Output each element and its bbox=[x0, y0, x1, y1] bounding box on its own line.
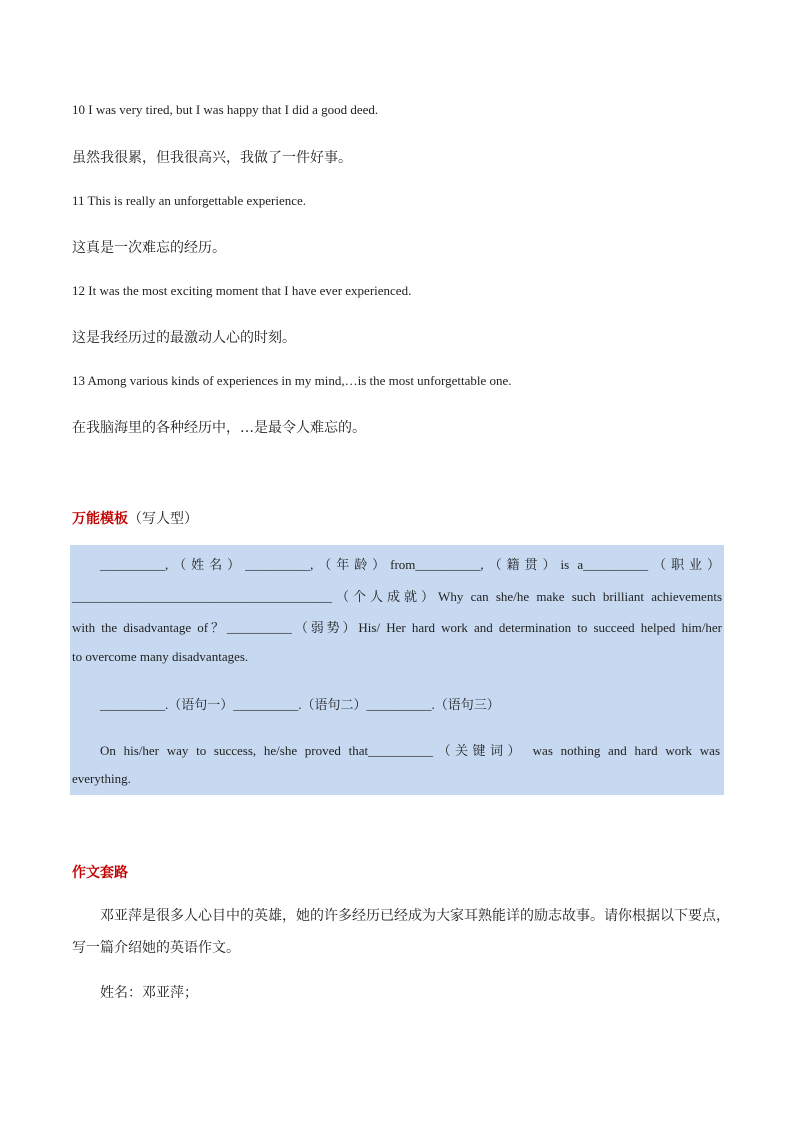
essay-heading bbox=[72, 862, 128, 882]
template-heading bbox=[72, 508, 198, 528]
essay-name-line: 姓名：邓亚萍； bbox=[100, 985, 198, 1001]
essay-heading-title: 作文套路 bbox=[72, 865, 128, 881]
template-box bbox=[70, 545, 724, 795]
sentence-13-en: 13 Among various kinds of experiences in my mind,…is the most unforgettable one. bbox=[72, 373, 512, 388]
template-line-6: On his/her way to success, he/she proved that__________（关键词） was nothing and hard work was bbox=[100, 743, 720, 758]
essay-prompt-line-2: 写一篇介绍她的英语作文。 bbox=[72, 940, 240, 956]
sentence-12-zh: 这是我经历过的最激动人心的时刻。 bbox=[72, 330, 296, 346]
essay-prompt-line-1: 邓亚萍是很多人心目中的英雄，她的许多经历已经成为大家耳熟能详的励志故事。请你根据以下要点， bbox=[100, 908, 730, 924]
sentence-13-zh: 在我脑海里的各种经历中，…是最令人难忘的。 bbox=[72, 420, 366, 436]
sentence-10-zh: 虽然我很累，但我很高兴，我做了一件好事。 bbox=[72, 150, 352, 166]
template-heading-title: 万能模板 bbox=[72, 511, 128, 527]
template-line-5: __________.（语句一）__________.（语句二）__________.（语句三） bbox=[100, 697, 500, 712]
template-line-4: to overcome many disadvantages. bbox=[72, 649, 249, 664]
template-line-7: everything. bbox=[72, 771, 131, 786]
template-line-3: with the disadvantage of？__________（弱势）His/ Her hard work and determination to succeed helped him/her bbox=[72, 620, 722, 635]
sentence-12-en: 12 It was the most exciting moment that I have ever experienced. bbox=[72, 283, 412, 298]
sentence-10-en: 10 I was very tired, but I was happy that I did a good deed. bbox=[72, 102, 379, 117]
template-line-1: __________,（姓名）__________,（年龄）from__________,（籍贯）is a__________（职业） bbox=[100, 557, 720, 572]
template-heading-type: （写人型） bbox=[128, 511, 198, 527]
sentence-11-en: 11 This is really an unforgettable experience. bbox=[72, 193, 307, 208]
sentence-11-zh: 这真是一次难忘的经历。 bbox=[72, 240, 226, 256]
template-line-2: ________________________________________（个人成就）Why can she/he make such brilliant achievements bbox=[72, 589, 722, 604]
